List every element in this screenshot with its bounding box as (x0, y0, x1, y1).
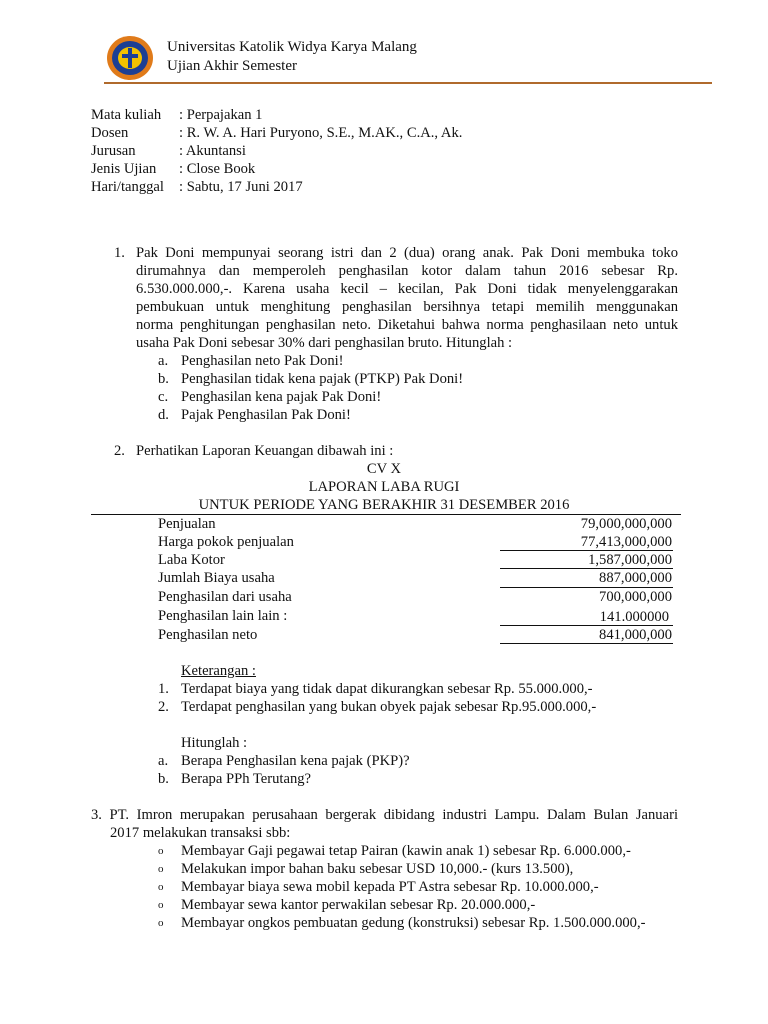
notes-title: Keterangan : (181, 663, 256, 679)
question-2-intro: Perhatikan Laporan Keuangan dibawah ini : (136, 443, 394, 459)
income-row-value: 700,000,000 (599, 589, 672, 605)
bullet-marker: o (158, 863, 164, 875)
report-title: LAPORAN LABA RUGI (308, 479, 460, 495)
question-2-item-letter: a. (158, 753, 169, 769)
transaction-item: Membayar biaya sewa mobil kepada PT Astra sebesar Rp. 10.000.000,- (181, 879, 599, 895)
report-company: CV X (366, 461, 402, 477)
question-3-line: 3. PT. Imron merupakan perusahaan bergerak dibidang industri Lampu. Dalam Bulan Januari (91, 807, 678, 823)
question-1-item-letter: b. (158, 371, 169, 387)
bullet-marker: o (158, 917, 164, 929)
income-row-label: Penjualan (158, 516, 216, 532)
question-1-line: dirumahnya dan memperoleh penghasilan kotor dalam tahun 2016 sebesar Rp. (136, 263, 678, 279)
income-row-value: 841,000,000 (599, 627, 672, 643)
income-row-label: Harga pokok penjualan (158, 534, 294, 550)
info-label: Jenis Ujian (91, 161, 157, 177)
calc-title: Hitunglah : (181, 735, 248, 751)
question-2-number: 2. (114, 443, 125, 459)
question-1-number: 1. (114, 245, 125, 261)
question-1-item: Penghasilan kena pajak Pak Doni! (181, 389, 382, 405)
info-value: : Akuntansi (179, 143, 246, 159)
income-row-value: 1,587,000,000 (588, 552, 672, 568)
question-1-line: norma penghitungan penghasilan neto. Diketahui bahwa norma penghasilaan neto untuk (136, 317, 678, 333)
question-1-item-letter: c. (158, 389, 169, 405)
question-2-item: Berapa Penghasilan kena pajak (PKP)? (181, 753, 410, 769)
note-text: Terdapat biaya yang tidak dapat dikurangkan sebesar Rp. 55.000.000,- (181, 681, 593, 697)
info-value: : R. W. A. Hari Puryono, S.E., M.AK., C.A., Ak. (179, 125, 463, 141)
total-rule (500, 643, 673, 644)
exam-name: Ujian Akhir Semester (167, 58, 297, 74)
income-row-label: Jumlah Biaya usaha (158, 570, 275, 586)
income-row-value: 77,413,000,000 (580, 534, 672, 550)
question-1-item: Pajak Penghasilan Pak Doni! (181, 407, 351, 423)
question-2-item: Berapa PPh Terutang? (181, 771, 312, 787)
transaction-item: Membayar ongkos pembuatan gedung (konstruksi) sebesar Rp. 1.500.000.000,- (181, 915, 646, 931)
transaction-item: Membayar Gaji pegawai tetap Pairan (kawin anak 1) sebesar Rp. 6.000.000,- (181, 843, 631, 859)
income-row-value: 887,000,000 (599, 570, 672, 586)
income-row-label: Penghasilan lain lain : (158, 608, 288, 624)
question-1-line: usaha Pak Doni sebesar 30% dari penghasilan bruto. Hitunglah : (136, 335, 513, 351)
question-1-item: Penghasilan tidak kena pajak (PTKP) Pak Doni! (181, 371, 464, 387)
note-text: Terdapat penghasilan yang bukan obyek pajak sebesar Rp.95.000.000,- (181, 699, 597, 715)
question-1-item: Penghasilan neto Pak Doni! (181, 353, 344, 369)
bullet-marker: o (158, 845, 164, 857)
note-number: 1. (158, 681, 169, 697)
question-1-item-letter: d. (158, 407, 169, 423)
income-row-value: 141.000000 (599, 609, 669, 625)
info-value: : Sabtu, 17 Juni 2017 (179, 179, 303, 195)
transaction-item: Melakukan impor bahan baku sebesar USD 10,000.- (kurs 13.500), (181, 861, 574, 877)
report-period: UNTUK PERIODE YANG BERAKHIR 31 DESEMBER 2016 (198, 497, 570, 513)
question-1-line: Pak Doni mempunyai seorang istri dan 2 (dua) orang anak. Pak Doni membuka toko (136, 245, 678, 261)
question-2-item-letter: b. (158, 771, 169, 787)
university-logo (106, 35, 154, 81)
info-label: Jurusan (91, 143, 136, 159)
question-3-line: 2017 melakukan transaksi sbb: (110, 825, 291, 841)
info-value: : Close Book (179, 161, 256, 177)
info-value: : Perpajakan 1 (179, 107, 263, 123)
question-1-line: pembukuan untuk menghitung penghasilan bersihnya tetapi memilih menggunakan (136, 299, 678, 315)
info-label: Dosen (91, 125, 129, 141)
transaction-item: Membayar sewa kantor perwakilan sebesar Rp. 20.000.000,- (181, 897, 536, 913)
income-row-label: Penghasilan neto (158, 627, 258, 643)
question-1-line: 6.530.000.000,-. Karena usaha kecil – kecilan, Pak Doni tidak menyelenggarakan (136, 281, 678, 297)
university-name: Universitas Katolik Widya Karya Malang (167, 39, 417, 55)
info-label: Hari/tanggal (91, 179, 164, 195)
info-label: Mata kuliah (91, 107, 162, 123)
header-divider (104, 82, 712, 84)
question-1-item-letter: a. (158, 353, 169, 369)
income-row-label: Laba Kotor (158, 552, 225, 568)
note-number: 2. (158, 699, 169, 715)
income-row-label: Penghasilan dari usaha (158, 589, 292, 605)
bullet-marker: o (158, 881, 164, 893)
income-row-value: 79,000,000,000 (580, 516, 672, 532)
bullet-marker: o (158, 899, 164, 911)
